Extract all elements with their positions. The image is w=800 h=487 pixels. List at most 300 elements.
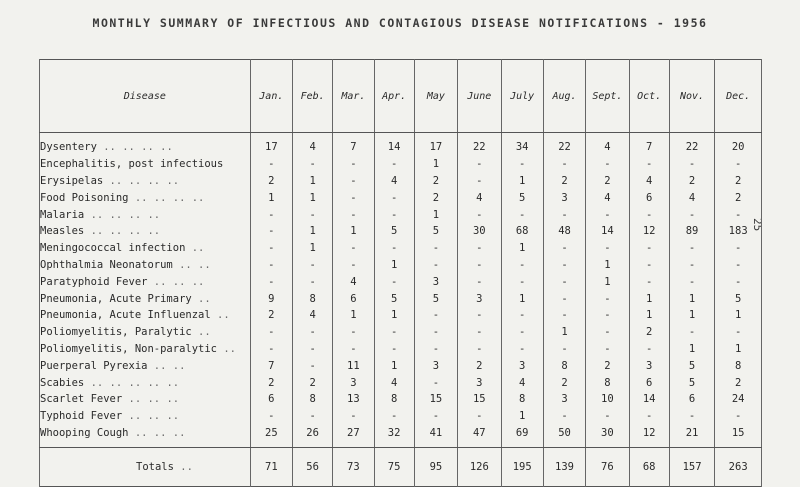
value-cell: 2 — [669, 173, 715, 190]
total-cell: 76 — [586, 448, 629, 487]
value-cell: 4 — [586, 139, 629, 156]
value-cell: 11 — [333, 357, 374, 374]
value-cell: - — [333, 408, 374, 425]
column-header: Aug. — [543, 60, 585, 133]
value-cell: 8 — [374, 391, 414, 408]
value-cell: - — [293, 257, 333, 274]
column-header: Apr. — [374, 60, 414, 133]
value-cell: - — [374, 273, 414, 290]
value-cell: - — [715, 206, 762, 223]
value-cell: - — [669, 273, 715, 290]
value-cell: - — [669, 240, 715, 257]
disease-name: Pneumonia, Acute Influenzal — [40, 309, 211, 322]
value-cell: 17 — [414, 139, 457, 156]
value-cell: 14 — [586, 223, 629, 240]
value-cell: - — [669, 156, 715, 173]
value-cell: 22 — [458, 139, 501, 156]
value-cell: - — [458, 173, 501, 190]
value-cell: 1 — [715, 307, 762, 324]
value-cell: 2 — [586, 357, 629, 374]
disease-name: Typhoid Fever — [40, 410, 123, 423]
value-cell: 2 — [543, 173, 585, 190]
value-cell: - — [586, 206, 629, 223]
total-cell: 68 — [629, 448, 669, 487]
value-cell: - — [669, 206, 715, 223]
value-cell: 4 — [374, 374, 414, 391]
dot-leader: .. .. .. — [128, 393, 180, 406]
value-cell: 6 — [669, 391, 715, 408]
value-cell: - — [458, 324, 501, 341]
value-cell: - — [586, 156, 629, 173]
value-cell: 22 — [669, 139, 715, 156]
value-cell: 5 — [374, 223, 414, 240]
disease-cell — [40, 240, 251, 257]
value-cell: - — [543, 257, 585, 274]
value-cell: 25 — [250, 425, 292, 442]
value-cell: 22 — [543, 139, 585, 156]
dot-leader: .. .. .. .. .. — [90, 376, 180, 389]
value-cell: 2 — [715, 173, 762, 190]
value-cell: - — [293, 206, 333, 223]
value-cell: 30 — [458, 223, 501, 240]
value-cell: - — [543, 307, 585, 324]
table-row — [40, 223, 762, 240]
value-cell: 24 — [715, 391, 762, 408]
total-cell: 75 — [374, 448, 414, 487]
table-row — [40, 189, 762, 206]
value-cell: 30 — [586, 425, 629, 442]
value-cell: - — [374, 408, 414, 425]
value-cell: 3 — [543, 391, 585, 408]
disease-name: Malaria — [40, 208, 85, 221]
value-cell: - — [250, 273, 292, 290]
value-cell: - — [543, 408, 585, 425]
value-cell: 2 — [586, 173, 629, 190]
dot-leader: .. .. .. .. — [109, 174, 180, 187]
disease-name: Encephalitis, post infectious — [40, 158, 224, 171]
value-cell: 27 — [333, 425, 374, 442]
value-cell: 2 — [250, 374, 292, 391]
value-cell: 2 — [293, 374, 333, 391]
value-cell: 5 — [715, 290, 762, 307]
value-cell: 1 — [501, 173, 543, 190]
value-cell: - — [629, 257, 669, 274]
disease-cell — [40, 223, 251, 240]
value-cell: 2 — [458, 357, 501, 374]
dot-leader: .. .. .. .. — [134, 191, 205, 204]
value-cell: 1 — [501, 240, 543, 257]
value-cell: - — [374, 206, 414, 223]
value-cell: - — [250, 408, 292, 425]
value-cell: 9 — [250, 290, 292, 307]
column-header: Jan. — [250, 60, 292, 133]
value-cell: 15 — [414, 391, 457, 408]
value-cell: 32 — [374, 425, 414, 442]
totals-label: Totals — [136, 461, 174, 474]
value-cell: - — [586, 341, 629, 358]
value-cell: - — [293, 273, 333, 290]
disease-name: Erysipelas — [40, 174, 104, 187]
value-cell: 1 — [586, 273, 629, 290]
value-cell: 1 — [669, 290, 715, 307]
table-row — [40, 425, 762, 442]
disease-cell — [40, 374, 251, 391]
value-cell: - — [293, 341, 333, 358]
column-header: Disease — [40, 60, 251, 133]
disease-name: Scabies — [40, 376, 85, 389]
value-cell: 1 — [715, 341, 762, 358]
value-cell: 6 — [629, 189, 669, 206]
value-cell: 4 — [458, 189, 501, 206]
value-cell: 1 — [333, 223, 374, 240]
value-cell: 2 — [715, 374, 762, 391]
value-cell: 14 — [374, 139, 414, 156]
disease-name: Food Poisoning — [40, 191, 129, 204]
value-cell: - — [250, 206, 292, 223]
value-cell: 5 — [374, 290, 414, 307]
value-cell: - — [414, 324, 457, 341]
table-row — [40, 408, 762, 425]
dot-leader: .. .. .. — [128, 410, 180, 423]
value-cell: 17 — [250, 139, 292, 156]
value-cell: - — [501, 324, 543, 341]
disease-name: Puerperal Pyrexia — [40, 359, 148, 372]
value-cell: 2 — [414, 173, 457, 190]
value-cell: 4 — [629, 173, 669, 190]
value-cell: - — [458, 156, 501, 173]
value-cell: 15 — [715, 425, 762, 442]
disease-cell — [40, 341, 251, 358]
value-cell: 10 — [586, 391, 629, 408]
column-header: Dec. — [715, 60, 762, 133]
value-cell: 8 — [501, 391, 543, 408]
total-cell: 126 — [458, 448, 501, 487]
value-cell: 69 — [501, 425, 543, 442]
dot-leader: .. .. .. .. — [90, 225, 161, 238]
value-cell: - — [715, 273, 762, 290]
value-cell: - — [374, 189, 414, 206]
value-cell: 1 — [374, 357, 414, 374]
dot-leader: .. — [191, 242, 205, 255]
value-cell: - — [414, 408, 457, 425]
value-cell: - — [629, 408, 669, 425]
value-cell: - — [586, 290, 629, 307]
table-row — [40, 139, 762, 156]
value-cell: - — [293, 324, 333, 341]
dot-leader: .. .. .. — [134, 426, 186, 439]
total-cell: 56 — [293, 448, 333, 487]
disease-cell — [40, 324, 251, 341]
value-cell: - — [333, 240, 374, 257]
disease-name: Poliomyelitis, Paralytic — [40, 326, 192, 339]
dot-leader: .. .. — [153, 359, 186, 372]
value-cell: 1 — [293, 223, 333, 240]
totals-label-cell — [40, 448, 251, 487]
value-cell: - — [629, 341, 669, 358]
value-cell: - — [250, 341, 292, 358]
value-cell: - — [458, 257, 501, 274]
value-cell: - — [543, 290, 585, 307]
disease-cell — [40, 391, 251, 408]
disease-name: Paratyphoid Fever — [40, 275, 148, 288]
disease-cell — [40, 173, 251, 190]
value-cell: - — [293, 357, 333, 374]
dot-leader: .. .. .. .. — [90, 208, 161, 221]
value-cell: 15 — [458, 391, 501, 408]
value-cell: - — [715, 408, 762, 425]
value-cell: 8 — [293, 391, 333, 408]
column-header: May — [414, 60, 457, 133]
value-cell: 1 — [333, 307, 374, 324]
value-cell: 2 — [250, 173, 292, 190]
value-cell: 5 — [414, 223, 457, 240]
value-cell: 48 — [543, 223, 585, 240]
value-cell: - — [629, 273, 669, 290]
value-cell: 4 — [669, 189, 715, 206]
value-cell: 7 — [250, 357, 292, 374]
value-cell: - — [374, 341, 414, 358]
value-cell: - — [458, 408, 501, 425]
value-cell: - — [715, 324, 762, 341]
value-cell: - — [586, 408, 629, 425]
value-cell: - — [586, 307, 629, 324]
value-cell: - — [414, 240, 457, 257]
value-cell: 6 — [333, 290, 374, 307]
disease-name: Scarlet Fever — [40, 393, 123, 406]
disease-cell — [40, 290, 251, 307]
disease-cell — [40, 425, 251, 442]
value-cell: 1 — [374, 307, 414, 324]
value-cell: 4 — [293, 307, 333, 324]
value-cell: 3 — [501, 357, 543, 374]
value-cell: - — [669, 324, 715, 341]
dot-leader: .. .. .. .. — [103, 141, 173, 154]
value-cell: 3 — [458, 374, 501, 391]
column-header: June — [458, 60, 501, 133]
value-cell: - — [250, 324, 292, 341]
notifications-table — [39, 59, 762, 487]
value-cell: - — [414, 341, 457, 358]
value-cell: - — [629, 206, 669, 223]
value-cell: 3 — [629, 357, 669, 374]
value-cell: 4 — [374, 173, 414, 190]
page-title: MONTHLY SUMMARY OF INFECTIOUS AND CONTAGIOUS DISEASE NOTIFICATIONS - 1956 — [92, 16, 708, 30]
value-cell: 4 — [293, 139, 333, 156]
disease-cell — [40, 408, 251, 425]
value-cell: - — [414, 374, 457, 391]
value-cell: 1 — [586, 257, 629, 274]
value-cell: - — [543, 240, 585, 257]
value-cell: 2 — [543, 374, 585, 391]
column-header: Oct. — [629, 60, 669, 133]
value-cell: - — [543, 206, 585, 223]
value-cell: 5 — [669, 357, 715, 374]
value-cell: - — [586, 324, 629, 341]
value-cell: - — [501, 257, 543, 274]
disease-cell — [40, 206, 251, 223]
value-cell: 183 — [715, 223, 762, 240]
value-cell: 1 — [250, 189, 292, 206]
value-cell: - — [458, 273, 501, 290]
dot-leader: .. .. .. — [153, 275, 205, 288]
value-cell: - — [586, 240, 629, 257]
value-cell: - — [501, 341, 543, 358]
value-cell: 3 — [333, 374, 374, 391]
value-cell: 1 — [374, 257, 414, 274]
disease-name: Poliomyelitis, Non-paralytic — [40, 342, 218, 355]
value-cell: - — [458, 240, 501, 257]
value-cell: 3 — [414, 357, 457, 374]
page-number: 25 — [751, 218, 764, 232]
value-cell: - — [629, 240, 669, 257]
value-cell: 3 — [458, 290, 501, 307]
value-cell: 1 — [293, 173, 333, 190]
value-cell: 1 — [669, 307, 715, 324]
value-cell: 2 — [414, 189, 457, 206]
value-cell: - — [501, 206, 543, 223]
value-cell: 5 — [501, 189, 543, 206]
value-cell: - — [501, 273, 543, 290]
value-cell: - — [374, 240, 414, 257]
value-cell: 5 — [414, 290, 457, 307]
total-cell: 73 — [333, 448, 374, 487]
table-row — [40, 173, 762, 190]
column-header: Sept. — [586, 60, 629, 133]
value-cell: 1 — [293, 240, 333, 257]
disease-name: Whooping Cough — [40, 426, 129, 439]
dot-leader: .. — [217, 309, 230, 322]
disease-name: Meningococcal infection — [40, 242, 186, 255]
disease-cell — [40, 139, 251, 156]
value-cell: 1 — [629, 307, 669, 324]
value-cell: 6 — [250, 391, 292, 408]
value-cell: - — [250, 156, 292, 173]
value-cell: 1 — [543, 324, 585, 341]
value-cell: 2 — [715, 189, 762, 206]
value-cell: - — [250, 223, 292, 240]
disease-cell — [40, 357, 251, 374]
value-cell: - — [374, 324, 414, 341]
value-cell: - — [458, 307, 501, 324]
value-cell: - — [715, 156, 762, 173]
value-cell: 4 — [586, 189, 629, 206]
value-cell: - — [669, 257, 715, 274]
disease-cell — [40, 257, 251, 274]
column-header: Feb. — [293, 60, 333, 133]
disease-cell — [40, 273, 251, 290]
value-cell: 50 — [543, 425, 585, 442]
value-cell: - — [501, 307, 543, 324]
value-cell: 47 — [458, 425, 501, 442]
disease-name: Pneumonia, Acute Primary — [40, 292, 192, 305]
disease-name: Ophthalmia Neonatorum — [40, 258, 173, 271]
value-cell: - — [501, 156, 543, 173]
table-row — [40, 391, 762, 408]
value-cell: 34 — [501, 139, 543, 156]
value-cell: 12 — [629, 223, 669, 240]
total-cell: 263 — [715, 448, 762, 487]
header-row — [40, 60, 762, 133]
table-row — [40, 240, 762, 257]
value-cell: - — [333, 173, 374, 190]
value-cell: - — [414, 257, 457, 274]
value-cell: - — [543, 341, 585, 358]
value-cell: - — [250, 240, 292, 257]
value-cell: 3 — [414, 273, 457, 290]
value-cell: 1 — [629, 290, 669, 307]
column-header: July — [501, 60, 543, 133]
value-cell: 68 — [501, 223, 543, 240]
value-cell: - — [293, 408, 333, 425]
value-cell: 14 — [629, 391, 669, 408]
dot-leader: .. — [198, 292, 211, 305]
table-row — [40, 206, 762, 223]
value-cell: 12 — [629, 425, 669, 442]
value-cell: - — [543, 273, 585, 290]
value-cell: 4 — [501, 374, 543, 391]
value-cell: 89 — [669, 223, 715, 240]
table-row — [40, 341, 762, 358]
value-cell: - — [293, 156, 333, 173]
value-cell: 1 — [414, 206, 457, 223]
value-cell: - — [333, 257, 374, 274]
disease-name: Dysentery — [40, 141, 97, 154]
column-header: Nov. — [669, 60, 715, 133]
value-cell: 1 — [501, 290, 543, 307]
value-cell: 3 — [543, 189, 585, 206]
value-cell: 1 — [669, 341, 715, 358]
value-cell: - — [333, 341, 374, 358]
totals-row — [40, 448, 762, 487]
value-cell: 1 — [501, 408, 543, 425]
dot-leader: .. .. — [179, 258, 211, 271]
value-cell: - — [458, 206, 501, 223]
value-cell: - — [333, 324, 374, 341]
value-cell: 20 — [715, 139, 762, 156]
total-cell: 195 — [501, 448, 543, 487]
value-cell: - — [333, 156, 374, 173]
value-cell: 6 — [629, 374, 669, 391]
disease-cell — [40, 307, 251, 324]
dot-leader: .. — [198, 326, 211, 339]
value-cell: - — [333, 206, 374, 223]
table-row — [40, 324, 762, 341]
table-row — [40, 357, 762, 374]
value-cell: 7 — [333, 139, 374, 156]
dot-leader: .. — [223, 342, 236, 355]
table-row — [40, 374, 762, 391]
table-row — [40, 290, 762, 307]
value-cell: 41 — [414, 425, 457, 442]
value-cell: 21 — [669, 425, 715, 442]
value-cell: - — [458, 341, 501, 358]
value-cell: 8 — [543, 357, 585, 374]
value-cell: - — [669, 408, 715, 425]
value-cell: 5 — [669, 374, 715, 391]
value-cell: - — [715, 240, 762, 257]
value-cell: - — [374, 156, 414, 173]
value-cell: 8 — [586, 374, 629, 391]
total-cell: 157 — [669, 448, 715, 487]
value-cell: - — [333, 189, 374, 206]
value-cell: 2 — [250, 307, 292, 324]
total-cell: 71 — [250, 448, 292, 487]
value-cell: 13 — [333, 391, 374, 408]
disease-cell — [40, 156, 251, 173]
value-cell: 26 — [293, 425, 333, 442]
value-cell: 1 — [293, 189, 333, 206]
value-cell: - — [250, 257, 292, 274]
